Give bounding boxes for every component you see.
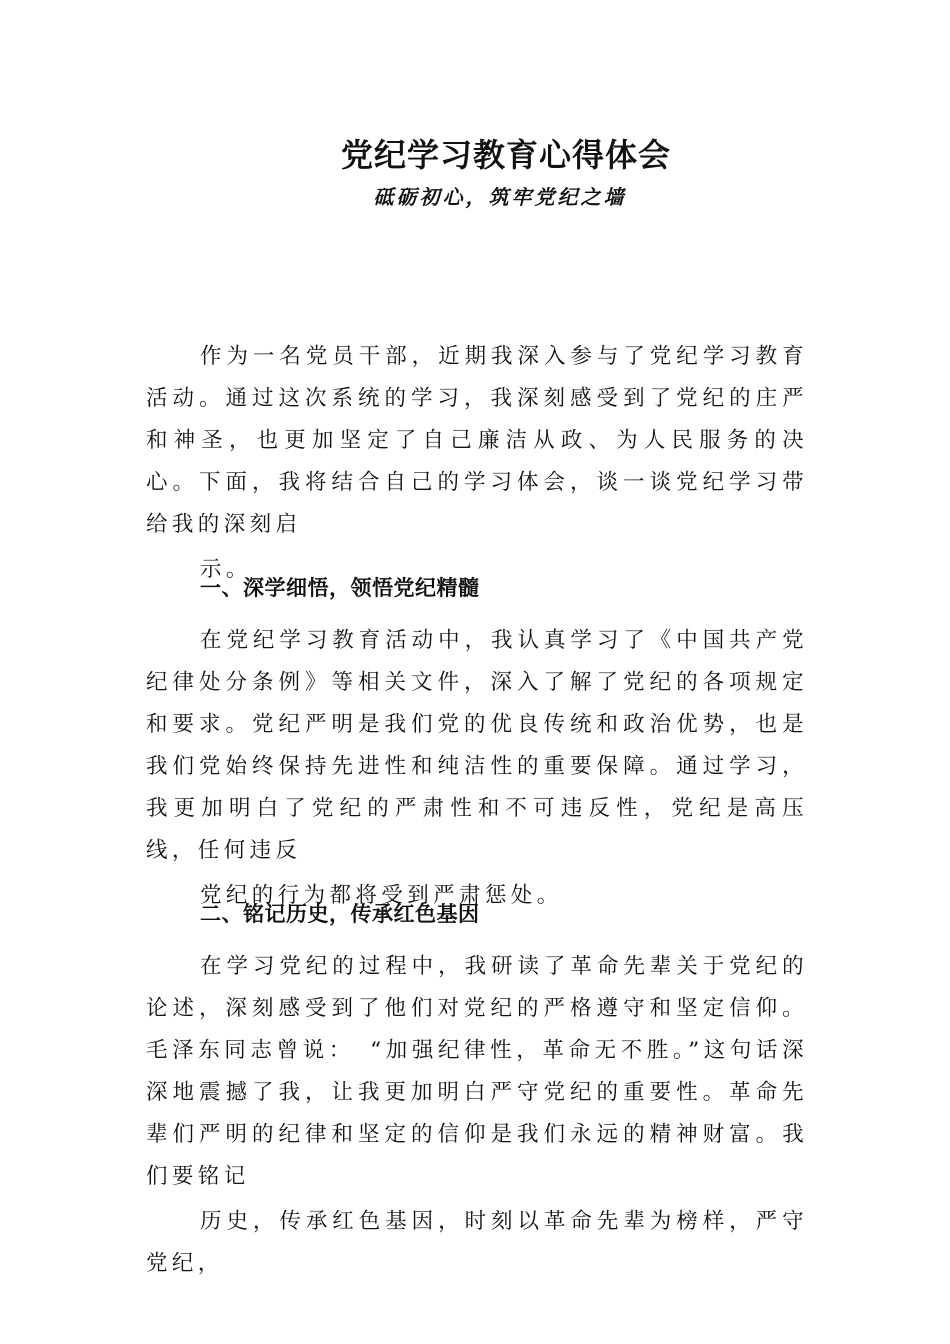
section-1-paragraph-text: 在党纪学习教育活动中，我认真学习了《中国共产党纪律处分条例》等相关文件，深入了解了党纪的各项规定和要求。党纪严明是我们党的优良传统和政治优势，也是我们党始终保持先进性和纯洁性的重要保障。通过学习，我更加明白了党纪的严肃性和不可违反性，党纪是高压线，任何违反 bbox=[146, 628, 808, 863]
section-1-paragraph-tail: 党纪的行为都将受到严肃惩处。 bbox=[200, 883, 563, 908]
section-2-paragraph-tail: 历史，传承红色基因，时刻以革命先辈为榜样，严守党纪， bbox=[146, 1209, 808, 1276]
intro-paragraph-tail: 示。 bbox=[200, 557, 252, 582]
section-2-paragraph-text: 在学习党纪的过程中，我研读了革命先辈关于党纪的论述，深刻感受到了他们对党纪的严格遵守和坚定信仰。毛泽东同志曾说： “加强纪律性，革命无不胜。”这句话深深地震撼了我，让我更加明白严守党纪的重要性。革命先辈们严明的纪律和坚定的信仰是我们永远的精神财富。我们要铭记 bbox=[146, 954, 808, 1189]
section-2-paragraph bbox=[146, 946, 808, 1285]
section-2-heading: 二、铭记历史，传承红色基因 bbox=[200, 902, 480, 926]
section-1-heading: 一、深学细悟，领悟党纪精髓 bbox=[200, 576, 480, 600]
intro-paragraph bbox=[146, 336, 808, 591]
document-subtitle: 砥砺初心，筑牢党纪之墙 bbox=[373, 185, 627, 209]
intro-paragraph-text: 作为一名党员干部，近期我深入参与了党纪学习教育活动。通过这次系统的学习，我深刻感受到了党纪的庄严和神圣，也更加坚定了自己廉洁从政、为人民服务的决心。下面，我将结合自己的学习体会，谈一谈党纪学习带给我的深刻启 bbox=[146, 344, 808, 537]
document-title: 党纪学习教育心得体会 bbox=[340, 136, 671, 174]
section-1-paragraph bbox=[146, 620, 808, 917]
